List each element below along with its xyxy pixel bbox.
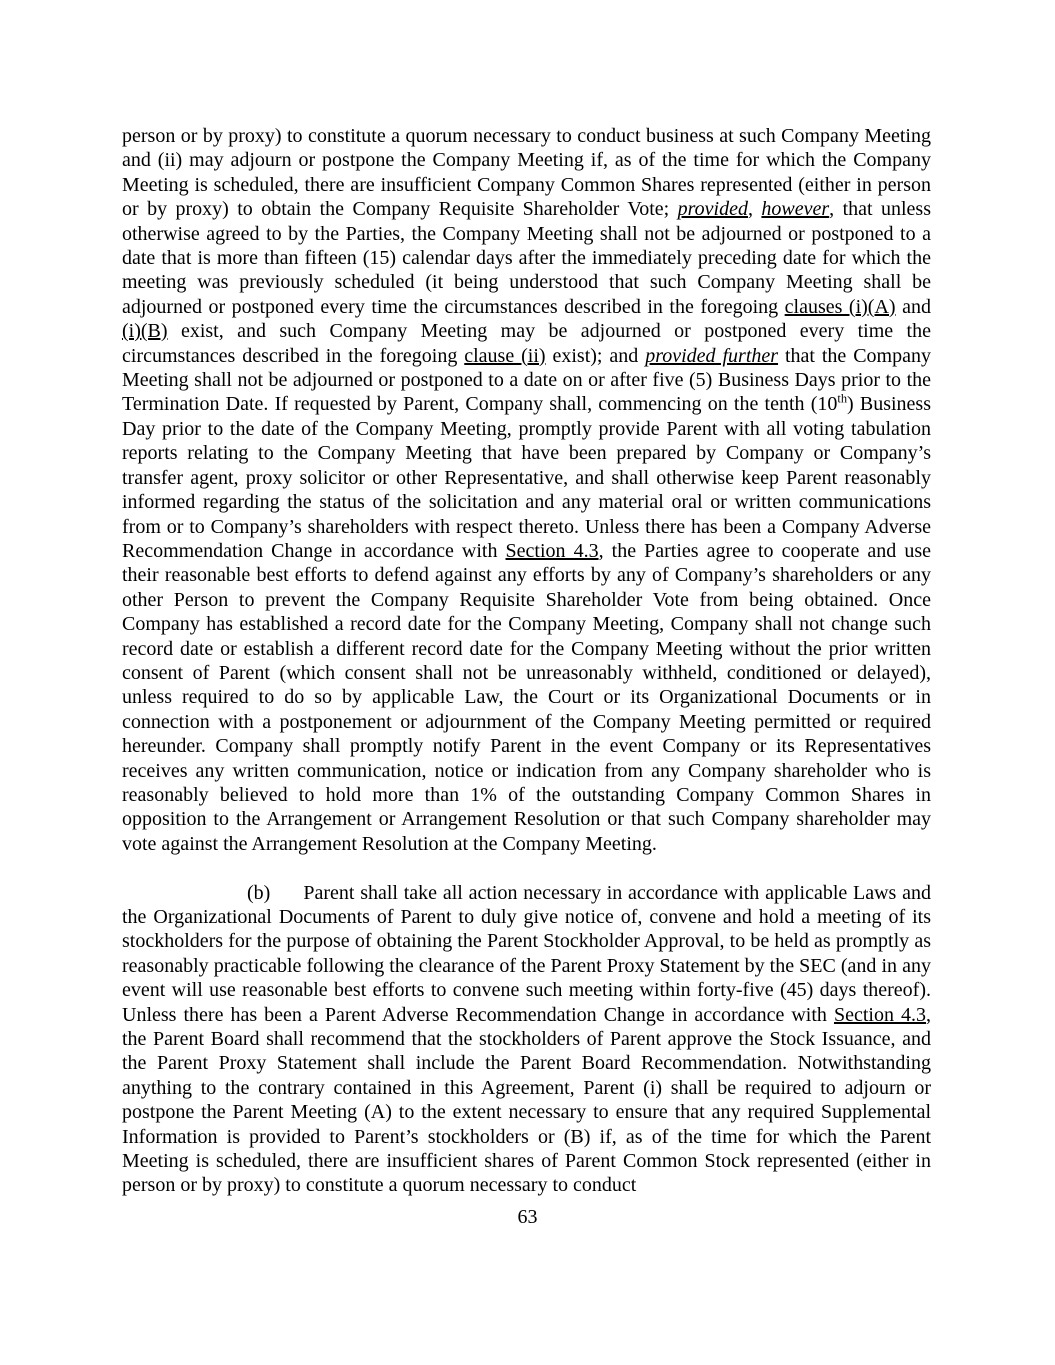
- text-run: Section 4.3: [505, 539, 599, 562]
- text-run: provided: [677, 198, 748, 221]
- paragraph-continuation: [122, 124, 931, 856]
- text-run: Parent shall take all action necessary in accordance with applicable Laws and the Organizational Documents of Parent to duly give notice of, convene and hold a meeting of its stockholders for the purpose of obtaining the Parent Stockholder Approval, to be held as promptly as reasonably practicable following the clearance of the Parent Proxy Statement by the SEC (and in any event will use reasonable best efforts to convene such meeting within forty-five (45) days thereof). Unless there has been a Parent Adverse Recommendation Change in accordance with: [122, 881, 931, 1026]
- text-run: and: [895, 295, 931, 318]
- text-run: that the Company Meeting shall not be adjourned or postponed to a date on or after five (5) Business Days prior to the Termination Date. If requested by Parent, Company shall, commencing on the tenth (10: [122, 344, 931, 416]
- text-run: , that unless otherwise agreed to by the Parties, the Company Meeting shall not be adjourned or postponed to a date that is more than fifteen (15) calendar days after the immediately preceding date for which the meeting was previously scheduled (it being understood that such Company Meeting shall be adjourned or postponed every time the circumstances described in the foregoing: [122, 198, 932, 318]
- text-run: Section 4.3: [833, 1003, 926, 1026]
- text-run: however: [761, 198, 830, 221]
- text-run: clause (ii): [464, 344, 546, 367]
- text-run: clauses (i)(A): [784, 295, 896, 318]
- text-run: , the Parties agree to cooperate and use their reasonable best efforts to defend against any efforts by any of Company’s shareholders or any other Person to prevent the Company Requisite Shareholder Vote from being obtained. Once Company has established a record date for the Company Meeting, Company shall not change such record date or establish a different record date for the Company Meeting without the prior written consent of Parent (which consent shall not be unreasonably withheld, conditioned or delayed), unless required to do so by applicable Law, the Court or its Organizational Documents or in connection with a postponement or adjournment of the Company Meeting permitted or required hereunder. Company shall promptly notify Parent in the event Company or its Representatives receives any written communication, notice or indication from any Company shareholder who is reasonably believed to hold more than 1% of the outstanding Company Common Shares in opposition to the Arrangement or Arrangement Resolution or that such Company shareholder may vote against the Arrangement Resolution at the Company Meeting.: [122, 539, 931, 855]
- text-run: person or by proxy) to constitute a quorum necessary to conduct business at such Company Meeting and (ii) may adjourn or postpone the Company Meeting if, as of the time for which the Company Meeting is scheduled, there are insufficient Company Common Shares represented (either in person or by proxy) to obtain the Company Requisite Shareholder Vote;: [122, 125, 931, 221]
- text-block: [122, 124, 931, 1198]
- text-run: (i)(B): [122, 320, 168, 343]
- text-run: exist, and such Company Meeting may be adjourned or postponed every time the circumstances described in the foregoing: [122, 320, 931, 367]
- page-number: 63: [517, 1206, 538, 1228]
- text-run: th: [837, 391, 848, 406]
- text-run: ,: [747, 198, 762, 221]
- text-run: exist); and: [545, 344, 646, 367]
- paragraph-b: [122, 881, 931, 1198]
- text-run: provided further: [645, 344, 779, 367]
- text-run: ) Business Day prior to the date of the Company Meeting, promptly provide Parent with all voting tabulation reports relating to the Company Meeting that have been prepared by Company or Company’s transfer agent, proxy solicitor or other Representative, and shall otherwise keep Parent reasonably informed regarding the status of the solicitation and any material oral or written communications from or to Company’s shareholders with respect thereto. Unless there has been a Company Adverse Recommendation Change in accordance with: [122, 393, 931, 562]
- text-run: , the Parent Board shall recommend that the stockholders of Parent approve the Stock Issuance, and the Parent Proxy Statement shall include the Parent Board Recommendation. Notwithstanding anything to the contrary contained in this Agreement, Parent (i) shall be required to adjourn or postpone the Parent Meeting (A) to the extent necessary to ensure that any required Supplemental Information is provided to Parent’s stockholders or (B) if, as of the time for which the Parent Meeting is scheduled, there are insufficient shares of Parent Common Stock represented (either in person or by proxy) to constitute a quorum necessary to conduct: [122, 1003, 931, 1197]
- text-run: (b): [247, 881, 271, 904]
